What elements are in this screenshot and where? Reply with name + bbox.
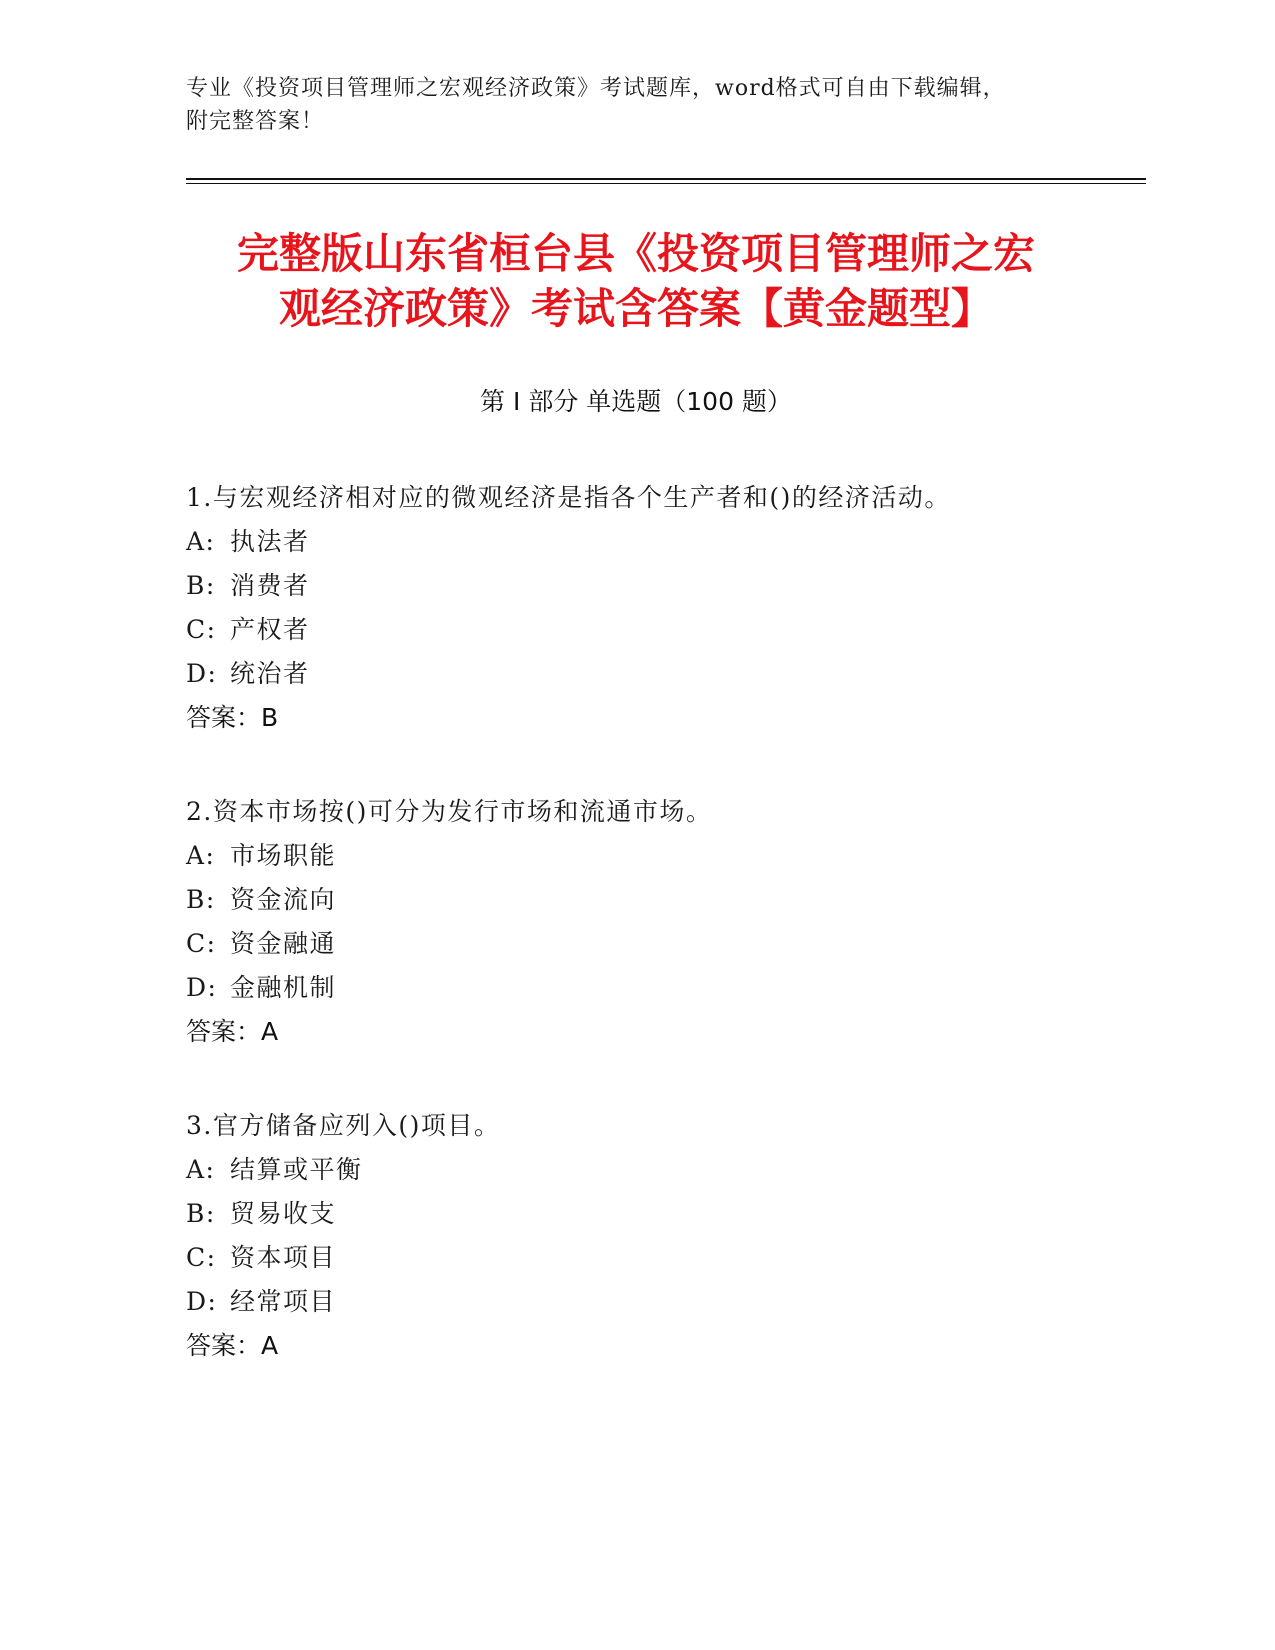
question-item bbox=[186, 1104, 1126, 1368]
header-note-line: 专业《投资项目管理师之宏观经济政策》考试题库，word格式可自由下载编辑， bbox=[186, 76, 1006, 101]
option-letter: C: bbox=[186, 929, 217, 958]
question-stem: 3.官方储备应列入()项目。 bbox=[186, 1111, 501, 1140]
header-note bbox=[186, 72, 1066, 138]
section-heading: 第 I 部分 单选题（100 题） bbox=[480, 387, 792, 416]
option-b bbox=[186, 1192, 1126, 1236]
title-line: 观经济政策》考试含答案【黄金题型】 bbox=[278, 284, 993, 333]
option-c bbox=[186, 608, 1126, 652]
option-text: 经常项目 bbox=[230, 1287, 337, 1316]
option-letter: A: bbox=[186, 527, 216, 556]
title-line: 完整版山东省桓台县《投资项目管理师之宏 bbox=[236, 229, 1035, 278]
option-text: 贸易收支 bbox=[230, 1199, 337, 1228]
option-letter: B: bbox=[186, 571, 216, 600]
option-text: 执法者 bbox=[230, 527, 310, 556]
option-text: 市场职能 bbox=[230, 841, 337, 870]
option-letter: C: bbox=[186, 615, 217, 644]
option-text: 结算或平衡 bbox=[230, 1155, 363, 1184]
option-text: 消费者 bbox=[230, 571, 310, 600]
header-divider-thin bbox=[186, 183, 1146, 184]
option-letter: A: bbox=[186, 1155, 216, 1184]
option-text: 统治者 bbox=[230, 659, 310, 688]
answer-line: 答案：B bbox=[186, 703, 279, 732]
header-divider bbox=[186, 178, 1146, 180]
header-note-line: 附完整答案！ bbox=[186, 109, 325, 134]
option-a bbox=[186, 834, 1126, 878]
option-b bbox=[186, 878, 1126, 922]
option-text: 资金融通 bbox=[230, 929, 337, 958]
option-text: 产权者 bbox=[230, 615, 310, 644]
option-letter: C: bbox=[186, 1243, 217, 1272]
option-letter: A: bbox=[186, 841, 216, 870]
option-letter: D: bbox=[186, 973, 218, 1002]
option-d bbox=[186, 966, 1126, 1010]
option-letter: B: bbox=[186, 885, 216, 914]
option-letter: D: bbox=[186, 659, 218, 688]
question-item bbox=[186, 476, 1126, 740]
option-d bbox=[186, 652, 1126, 696]
option-a bbox=[186, 520, 1126, 564]
option-letter: D: bbox=[186, 1287, 218, 1316]
option-c bbox=[186, 1236, 1126, 1280]
answer-line: 答案：A bbox=[186, 1017, 279, 1046]
option-a bbox=[186, 1148, 1126, 1192]
question-list bbox=[186, 476, 1126, 1418]
option-c bbox=[186, 922, 1126, 966]
question-stem: 1.与宏观经济相对应的微观经济是指各个生产者和()的经济活动。 bbox=[186, 483, 951, 512]
option-b bbox=[186, 564, 1126, 608]
question-item bbox=[186, 790, 1126, 1054]
option-letter: B: bbox=[186, 1199, 216, 1228]
option-text: 金融机制 bbox=[230, 973, 337, 1002]
option-d bbox=[186, 1280, 1126, 1324]
document-title bbox=[186, 226, 1086, 336]
question-stem: 2.资本市场按()可分为发行市场和流通市场。 bbox=[186, 797, 713, 826]
option-text: 资本项目 bbox=[230, 1243, 337, 1272]
option-text: 资金流向 bbox=[230, 885, 337, 914]
answer-line: 答案：A bbox=[186, 1331, 279, 1360]
